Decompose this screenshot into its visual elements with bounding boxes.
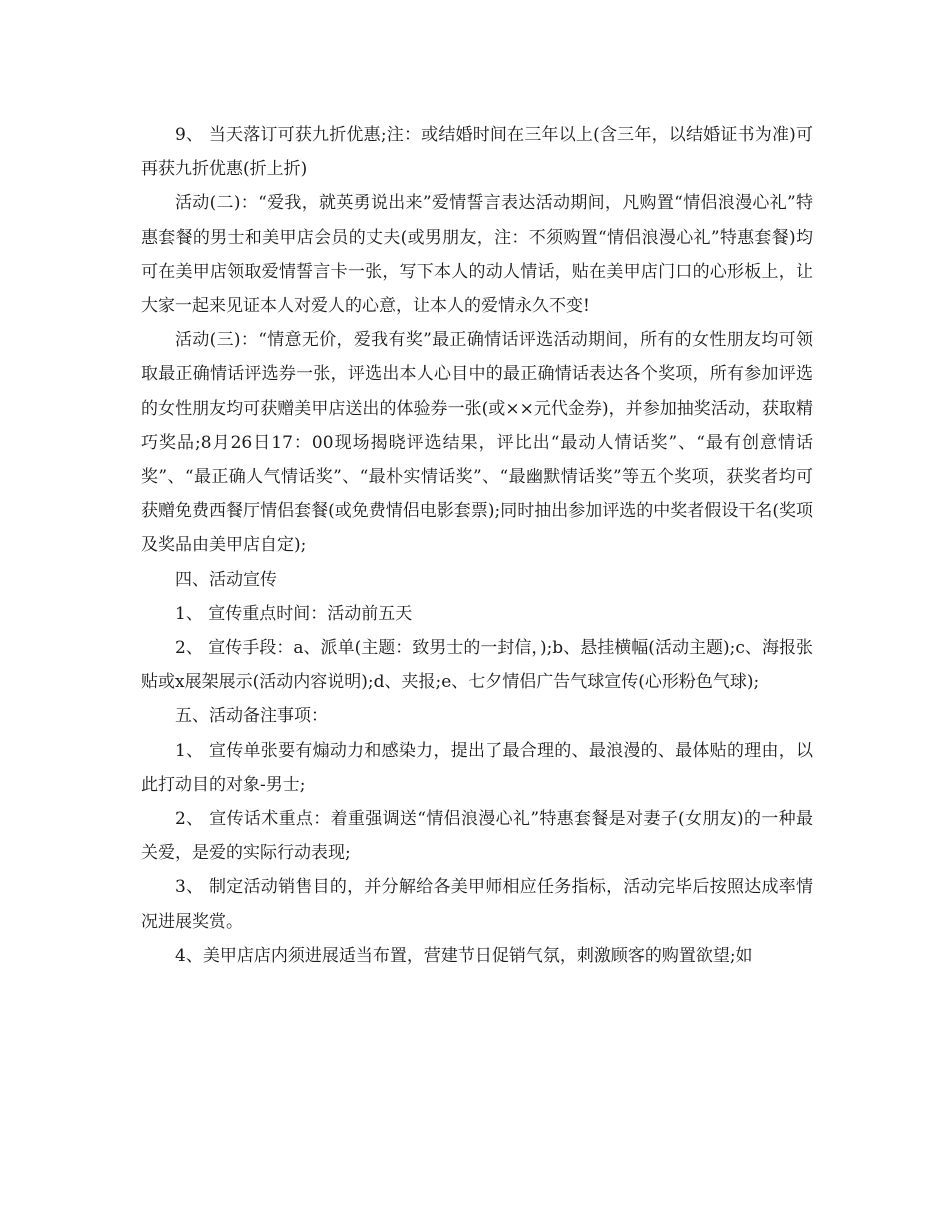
paragraph-note-1: 1、 宣传单张要有煽动力和感染力，提出了最合理的、最浪漫的、最体贴的理由，以此打动目的对象-男士; bbox=[141, 740, 813, 795]
paragraph-item-9-discount: 9、 当天落订可获九折优惠;注：或结婚时间在三年以上(含三年，以结婚证书为准)可再获九折优惠(折上折) bbox=[141, 125, 813, 180]
paragraph-note-4: 4、美甲店店内须进展适当布置，营建节日促销气氛，刺激顾客的购置欲望;如 bbox=[175, 945, 753, 966]
paragraph-note-3: 3、 制定活动销售目的，并分解给各美甲师相应任务指标，活动完毕后按照达成率情况进展奖赏。 bbox=[141, 877, 813, 932]
heading-section-4-promotion: 四、活动宣传 bbox=[175, 569, 277, 590]
paragraph-activity-2: 活动(二)：“爱我，就英勇说出来”爱情誓言表达活动期间，凡购置“情侣浪漫心礼”特惠套餐的男士和美甲店会员的丈夫(或男朋友，注：不须购置“情侣浪漫心礼”特惠套餐)均可在美甲店领取爱情誓言卡一张，写下本人的动人情话，贴在美甲店门口的心形板上，让大家一起来见证本人对爱人的心意，让本人的爱情永久不变! bbox=[141, 193, 813, 317]
paragraph-promotion-methods: 2、 宣传手段：a、派单(主题：致男士的一封信，);b、悬挂横幅(活动主题);c、海报张贴或x展架展示(活动内容说明);d、夹报;e、七夕情侣广告气球宣传(心形粉色气球); bbox=[141, 638, 813, 693]
paragraph-promotion-time: 1、 宣传重点时间：活动前五天 bbox=[175, 603, 413, 624]
heading-section-5-notes: 五、活动备注事项： bbox=[175, 706, 328, 727]
document-body bbox=[141, 118, 813, 973]
paragraph-activity-3: 活动(三)：“情意无价，爱我有奖”最正确情话评选活动期间，所有的女性朋友均可领取最正确情话评选券一张，评选出本人心目中的最正确情话表达各个奖项，所有参加评选的女性朋友均可获赠美甲店送出的体验券一张(或××元代金券)，并参加抽奖活动，获取精巧奖品;8月26日17：00现场揭晓评选结果，评比出“最动人情话奖”、“最有创意情话奖”、“最正确人气情话奖”、“最朴实情话奖”、“最幽默情话奖”等五个奖项，获奖者均可获赠免费西餐厅情侣套餐(或免费情侣电影套票);同时抽出参加评选的中奖者假设干名(奖项及奖品由美甲店自定); bbox=[141, 330, 813, 556]
paragraph-note-2: 2、 宣传话术重点：着重强调送“情侣浪漫心礼”特惠套餐是对妻子(女朋友)的一种最关爱，是爱的实际行动表现; bbox=[141, 809, 813, 864]
